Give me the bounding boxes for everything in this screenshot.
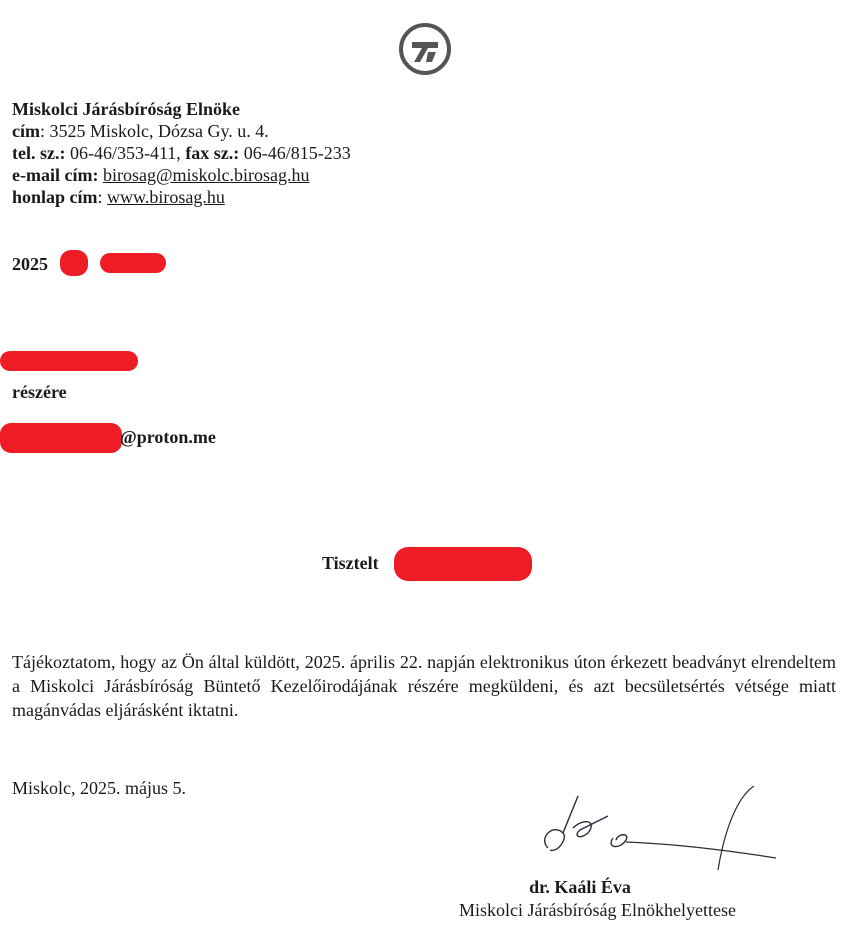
redaction-mark — [60, 250, 88, 276]
handwritten-signature — [518, 778, 788, 878]
redaction-mark — [394, 547, 532, 581]
organization-name: Miskolci Járásbíróság Elnöke — [12, 99, 241, 119]
redaction-mark — [100, 253, 166, 273]
signer-title: Miskolci Járásbíróság Elnökhelyettese — [459, 900, 736, 920]
redaction-mark — [0, 351, 138, 371]
greeting: Tisztelt — [322, 553, 379, 573]
signer-name: dr. Kaáli Éva — [529, 877, 631, 897]
court-website-link[interactable]: www.birosag.hu — [107, 187, 225, 207]
letterhead — [12, 98, 351, 208]
reference-number: 2025 — [12, 254, 48, 274]
court-email-link[interactable]: birosag@miskolc.birosag.hu — [102, 165, 310, 185]
email-line: e-mail cím: birosag@miskolc.birosag.hu — [12, 165, 310, 185]
court-emblem-logo — [398, 22, 452, 76]
address-line: cím: 3525 Miskolc, Dózsa Gy. u. 4. — [12, 121, 269, 141]
phone-fax-line: tel. sz.: 06-46/353-411, fax sz.: 06-46/815-233 — [12, 143, 351, 163]
website-line: honlap cím: www.birosag.hu — [12, 187, 225, 207]
recipient-label: részére — [12, 382, 67, 402]
recipient-email: @proton.me — [120, 427, 216, 447]
body-paragraph: Tájékoztatom, hogy az Ön által küldött, 2025. április 22. napján elektronikus úton érkezett beadványt elrendeltem a Miskolci Járásbíróság Büntető Kezelőirodájának részére megküldeni, és azt becsületsértés vétsége miatt magánvádas eljárásként iktatni. — [12, 652, 836, 720]
place-date: Miskolc, 2025. május 5. — [12, 778, 186, 798]
